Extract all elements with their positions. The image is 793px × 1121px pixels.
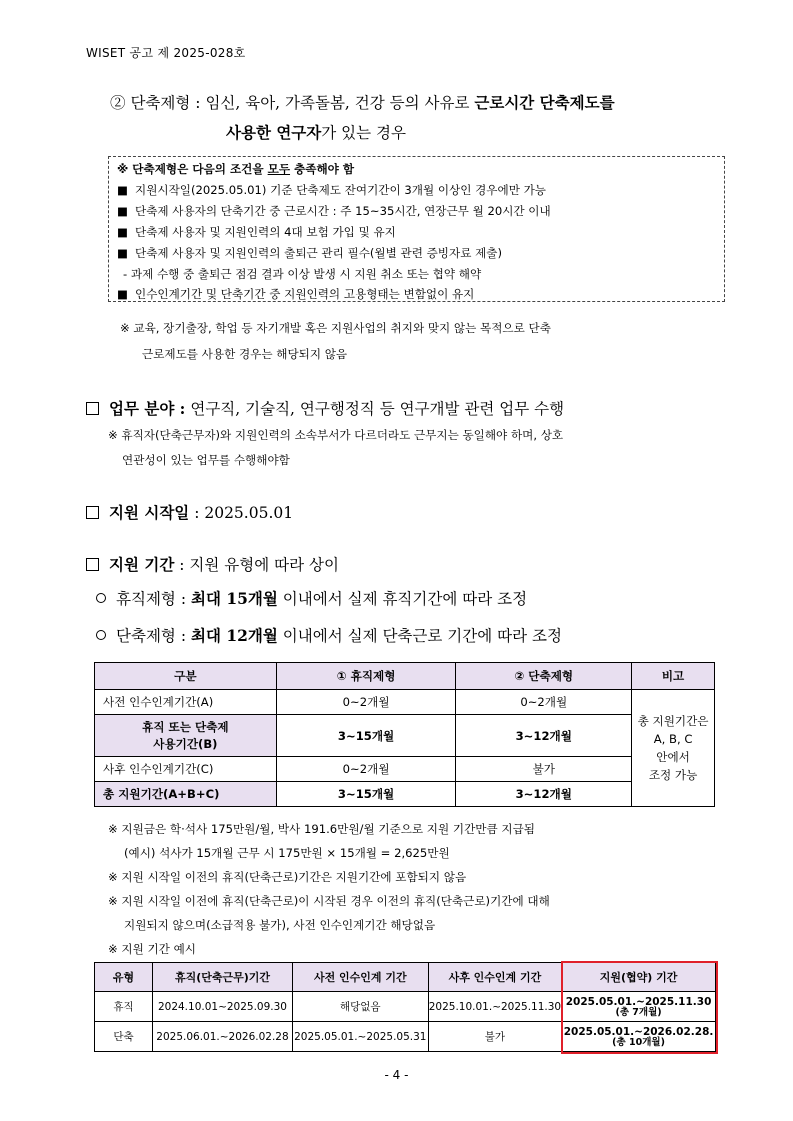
table-header-cell: 휴직(단축근무)기간 [153,963,293,992]
table-cell: 3~12개월 [456,715,632,757]
table-cell-line: 휴직 또는 단축제 [142,719,229,734]
work-note-line1: ※ 휴직자(단축근무자)와 지원인력의 소속부서가 다르더라도 근무지는 동일해야 하며, 상호 [108,428,564,442]
note2-line: ※ 지원 시작일 이전에 휴직(단축근로)이 시작된 경우 이전의 휴직(단축근로)기간에 대해 [108,894,550,908]
table-header-cell: 구분 [95,663,277,690]
period-leave-text: 이내에서 실제 휴직기간에 따라 조정 [277,590,528,608]
support-period-value: 2025.05.01.~2026.02.28. [563,1025,714,1038]
table-row [95,782,715,807]
remark-line: A, B, C [653,732,693,746]
table-cell [562,992,716,1022]
document-header: WISET 공고 제 2025-028호 [86,46,246,60]
condition-text: 단축제 사용자의 단축기간 중 근로시간 : 주 15~35시간, 연장근무 월 20시간 이내 [135,204,551,218]
period-text: 지원 유형에 따라 상이 [189,556,339,574]
table-header-cell: 사후 인수인계 기간 [428,963,561,992]
table-header-cell: ② 단축제형 [456,663,632,690]
period-colon: : [174,556,190,574]
support-period-value: 2025.05.01.~2025.11.30 [565,995,712,1008]
work-note-line2: 연관성이 있는 업무를 수행해야함 [122,453,290,467]
table-header-row [95,963,716,992]
conditions-title-post: 충족해야 함 [290,162,355,176]
item2-bold-b: 사용한 연구자 [226,123,322,142]
condition-item: ■ 단축제 사용자의 단축기간 중 근로시간 : 주 15~35시간, 연장근무 월 20시간 이내 [117,204,551,218]
table-cell: 2025.10.01.~2025.11.30 [428,992,561,1022]
table-header-cell: 지원(협약) 기간 [562,963,716,992]
table-cell: 휴직 [95,992,153,1022]
checkbox-square-icon [86,506,99,519]
condition-item: ■ 지원시작일(2025.05.01) 기준 단축제도 잔여기간이 3개월 이상인 경우에만 가능 [117,183,546,197]
table-cell: 단축 [95,1022,153,1052]
period-short-colon: : [175,627,191,645]
item2-bold-a: 근로시간 단축제도를 [474,93,615,112]
note1-line1: ※ 교육, 장기출장, 학업 등 자기개발 혹은 지원사업의 취지와 맞지 않는 목적으로 단축 [120,321,551,335]
table-cell: 사후 인수인계기간(C) [95,757,277,782]
table-header-cell: 사전 인수인계 기간 [292,963,428,992]
period-short-text: 이내에서 실제 단축근로 기간에 따라 조정 [277,627,562,645]
work-label: 업무 분야 : [109,399,186,418]
period-section [86,553,339,575]
work-text: 연구직, 기술직, 연구행정직 등 연구개발 관련 업무 수행 [190,400,565,418]
period-leave-line [96,587,527,609]
table-cell-line: 사용기간(B) [153,736,218,751]
table-cell: 불가 [428,1022,561,1052]
condition-text: 단축제 사용자 및 지원인력의 출퇴근 관리 필수(월별 관련 증빙자료 제출) [135,246,503,260]
table-cell: 0~2개월 [276,690,456,715]
period-leave-colon: : [175,590,191,608]
table-cell: 총 지원기간(A+B+C) [95,782,277,807]
note2-line: (예시) 석사가 15개월 근무 시 175만원 × 15개월 = 2,625만원 [124,846,450,860]
period-short-bold: 최대 12개월 [190,626,278,645]
remark-line: 안에서 [656,750,690,764]
table-cell: 3~15개월 [276,782,456,807]
table-cell [562,1022,716,1052]
condition-text: 지원시작일(2025.05.01) 기준 단축제도 잔여기간이 3개월 이상인 경우에만 가능 [135,183,546,197]
circle-bullet-icon [96,630,106,640]
table-row [95,1022,716,1052]
table-row [95,715,715,757]
item2-line2 [226,121,406,143]
remark-line: 조정 가능 [648,768,698,782]
note2-line: ※ 지원 기간 예시 [108,942,196,956]
checkbox-square-icon [86,558,99,571]
item2-line1 [110,91,615,113]
table-cell: 2024.10.01~2025.09.30 [153,992,293,1022]
item2-colon: : [190,94,206,112]
start-value: 2025.05.01 [204,504,294,522]
condition-text: 단축제 사용자 및 지원인력의 4대 보험 가입 및 유지 [135,225,396,239]
table-cell: 불가 [456,757,632,782]
item2-text-a: 임신, 육아, 가족돌봄, 건강 등의 사유로 [205,94,475,112]
item2-marker: ② [110,94,126,112]
item2-text-b: 가 있는 경우 [321,124,406,142]
condition-item: ■ 인수인계기간 및 단축기간 중 지원인력의 고용형태는 변함없이 유지 [117,287,475,301]
checkbox-square-icon [86,402,99,415]
table-header-cell: 유형 [95,963,153,992]
condition-item: ■ 단축제 사용자 및 지원인력의 4대 보험 가입 및 유지 [117,225,396,239]
table-cell: 2025.06.01.~2026.02.28 [153,1022,293,1052]
table-cell [95,715,277,757]
table-cell: 0~2개월 [276,757,456,782]
period-table [94,662,715,807]
work-section [86,397,564,419]
item2-label: 단축제형 [130,94,191,112]
table-cell: 사전 인수인계기간(A) [95,690,277,715]
period-short-label: 단축제형 [116,627,176,645]
conditions-box [108,156,725,302]
condition-subitem: - 과제 수행 중 출퇴근 점검 결과 이상 발생 시 지원 취소 또는 협약 해약 [123,267,482,281]
table-header-row [95,663,715,690]
table-cell: 3~15개월 [276,715,456,757]
table-header-cell: ① 휴직제형 [276,663,456,690]
support-period-total: (총 7개월) [615,1006,662,1018]
note2-line: ※ 지원 시작일 이전의 휴직(단축근로)기간은 지원기간에 포함되지 않음 [108,870,467,884]
remark-cell [632,690,715,807]
condition-item: ■ 단축제 사용자 및 지원인력의 출퇴근 관리 필수(월별 관련 증빙자료 제출) [117,246,503,260]
period-leave-bold: 최대 15개월 [190,589,278,608]
period-leave-label: 휴직제형 [116,590,176,608]
table-cell: 3~12개월 [456,782,632,807]
conditions-title-underline: 모두 [267,162,291,176]
period-short-line [96,624,562,646]
circle-bullet-icon [96,593,106,603]
table-cell: 0~2개월 [456,690,632,715]
table-header-cell: 비고 [632,663,715,690]
table-row [95,690,715,715]
note2-line: 지원되지 않으며(소급적용 불가), 사전 인수인계기간 해당없음 [124,918,436,932]
note2-line: ※ 지원금은 학·석사 175만원/월, 박사 191.6만원/월 기준으로 지원 기간만큼 지급됨 [108,822,535,836]
support-period-total: (총 10개월) [612,1036,665,1048]
start-section [86,501,293,523]
table-row [95,757,715,782]
table-row [95,992,716,1022]
example-table [94,962,716,1052]
table-cell: 2025.05.01.~2025.05.31 [292,1022,428,1052]
conditions-title-pre: ※ 단축제형은 다음의 조건을 [117,162,268,176]
start-label: 지원 시작일 [109,503,190,522]
conditions-title [117,161,354,177]
start-colon: : [189,504,205,522]
page-number: - 4 - [384,1068,409,1082]
table-cell: 해당없음 [292,992,428,1022]
note1-line2: 근로제도를 사용한 경우는 해당되지 않음 [142,347,348,361]
condition-text: 인수인계기간 및 단축기간 중 지원인력의 고용형태는 변함없이 유지 [135,287,475,301]
remark-line: 총 지원기간은 [637,714,709,728]
period-label: 지원 기간 [109,555,175,574]
